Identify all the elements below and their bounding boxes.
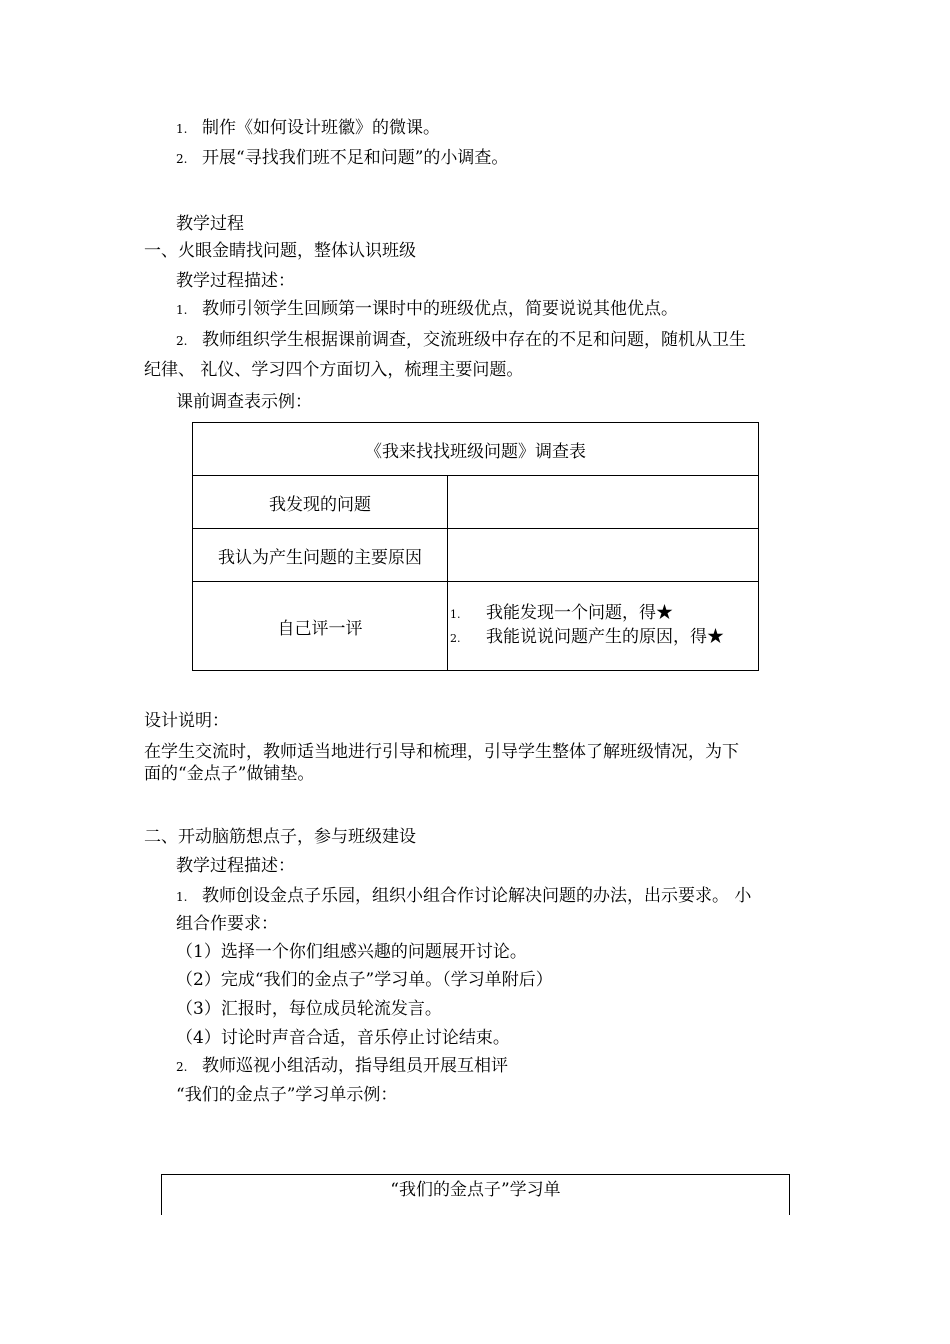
requirement-2: （2）完成“我们的金点子”学习单。（学习单附后） [176, 970, 553, 990]
design-note-label: 设计说明： [144, 711, 229, 731]
list-number: 2. [176, 1060, 188, 1074]
section1-desc-label: 教学过程描述： [176, 271, 295, 291]
list-text: 我能发现一个问题，得★ [486, 603, 673, 623]
section1-item-2-cont: 纪律、 礼仪、学习四个方面切入，梳理主要问题。 [144, 360, 524, 380]
worksheet-table [161, 1174, 790, 1215]
survey-table-title: 《我来找找班级问题》调查表 [193, 423, 759, 476]
survey-table [192, 422, 759, 671]
list-text: 制作《如何设计班徽》的微课。 [202, 118, 440, 138]
survey-row-self-eval-cell [448, 582, 759, 671]
requirement-3: （3）汇报时，每位成员轮流发言。 [176, 999, 442, 1019]
list-number: 1. [450, 608, 461, 621]
eval-item-1 [448, 602, 758, 626]
survey-row-cause-label: 我认为产生问题的主要原因 [193, 529, 448, 582]
list-number: 2. [176, 152, 188, 166]
requirement-1: （1）选择一个你们组感兴趣的问题展开讨论。 [176, 942, 527, 962]
survey-row-cause-cell [448, 529, 759, 582]
section1-item-2 [176, 329, 746, 352]
list-number: 2. [450, 632, 461, 645]
section2-title: 二、开动脑筋想点子，参与班级建设 [144, 827, 416, 847]
list-number: 2. [176, 334, 188, 348]
list-number: 1. [176, 890, 188, 904]
list-number: 1. [176, 122, 188, 136]
design-note-line-2: 面的“金点子”做铺垫。 [144, 764, 315, 784]
survey-row-self-eval-label: 自己评一评 [193, 582, 448, 671]
survey-row-problem-label: 我发现的问题 [193, 476, 448, 529]
section2-item-1-cont: 组合作要求： [176, 914, 278, 934]
section2-item-2 [176, 1055, 508, 1078]
list-text: 教师引领学生回顾第一课时中的班级优点，简要说说其他优点。 [202, 299, 678, 319]
survey-row-problem-cell [448, 476, 759, 529]
eval-item-2 [448, 626, 758, 650]
prep-item-1 [176, 117, 440, 140]
section1-title: 一、火眼金睛找问题，整体认识班级 [144, 241, 416, 261]
list-text: 教师创设金点子乐园，组织小组合作讨论解决问题的办法，出示要求。 小 [202, 886, 752, 906]
process-heading: 教学过程 [176, 214, 244, 234]
section2-item-1 [176, 885, 751, 908]
list-text: 教师组织学生根据课前调查，交流班级中存在的不足和问题，随机从卫生 [202, 330, 746, 350]
list-text: 教师巡视小组活动，指导组员开展互相评 [202, 1056, 508, 1076]
design-note-line-1: 在学生交流时，教师适当地进行引导和梳理，引导学生整体了解班级情况，为下 [144, 742, 739, 762]
prep-item-2 [176, 147, 508, 170]
worksheet-title: “我们的金点子”学习单 [390, 1180, 561, 1200]
list-text: 我能说说问题产生的原因，得★ [486, 627, 724, 647]
section1-item-1 [176, 298, 678, 321]
list-text: 开展“寻找我们班不足和问题”的小调查。 [202, 148, 509, 168]
worksheet-example-label: “我们的金点子”学习单示例： [176, 1085, 398, 1105]
requirement-4: （4）讨论时声音合适，音乐停止讨论结束。 [176, 1028, 510, 1048]
list-number: 1. [176, 303, 188, 317]
section2-desc-label: 教学过程描述： [176, 856, 295, 876]
survey-example-label: 课前调查表示例： [176, 392, 312, 412]
